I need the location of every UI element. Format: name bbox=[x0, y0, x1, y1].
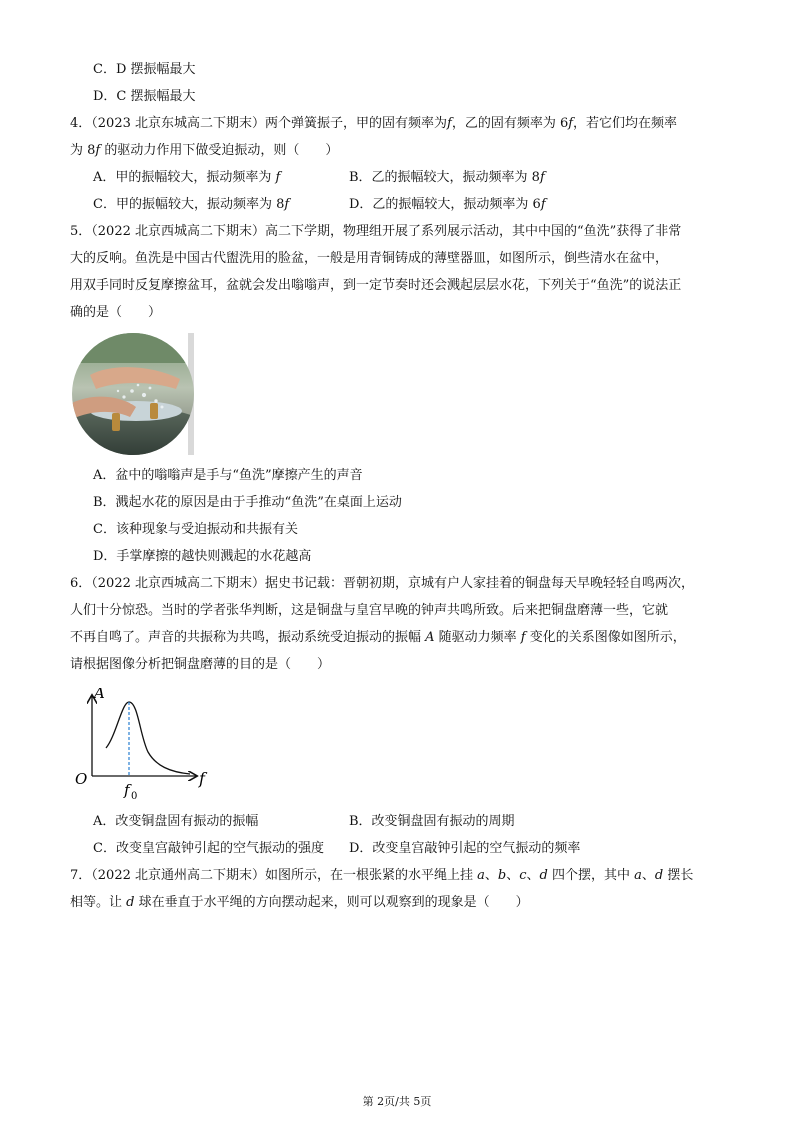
q4-option-c: C．甲的振幅较大，振动频率为 8f bbox=[93, 197, 290, 212]
peak-freq-subscript: 0 bbox=[131, 791, 138, 802]
q4-option-d: D．乙的振幅较大，振动频率为 6f bbox=[349, 197, 546, 212]
fish-basin-photo bbox=[72, 333, 194, 455]
q3-option-c: C．D 摆振幅最大 bbox=[93, 62, 196, 77]
q3-option-d: D．C 摆振幅最大 bbox=[93, 89, 196, 104]
q5-option-d: D．手掌摩擦的越快则溅起的水花越高 bbox=[93, 549, 312, 564]
q7-stem-line1: 7．（2022 北京通州高二下期末）如图所示，在一根张紧的水平绳上挂 a、b、c、d 四个摆，其中 a、d 摆长 bbox=[70, 868, 694, 883]
q4-option-b: B．乙的振幅较大，振动频率为 8f bbox=[349, 170, 545, 185]
y-axis-label: A bbox=[94, 688, 105, 702]
origin-label: O bbox=[75, 770, 88, 788]
q6-option-c: C．改变皇宫敲钟引起的空气振动的强度 bbox=[93, 841, 324, 856]
q4-stem-line2: 为 8f 的驱动力作用下做受迫振动，则（ ） bbox=[70, 143, 339, 158]
q6-stem-line4: 请根据图像分析把铜盘磨薄的目的是（ ） bbox=[70, 657, 331, 672]
q5-option-a: A．盆中的嗡嗡声是手与“鱼洗”摩擦产生的声音 bbox=[93, 468, 363, 483]
q6-stem-line1: 6．（2022 北京西城高二下期末）据史书记载：晋朝初期，京城有户人家挂着的铜盘每天早晚轻轻自鸣两次， bbox=[70, 576, 694, 591]
q7-stem-line2: 相等。让 d 球在垂直于水平绳的方向摆动起来，则可以观察到的现象是（ ） bbox=[70, 895, 529, 910]
q5-stem-line4: 确的是（ ） bbox=[70, 305, 162, 320]
q5-stem-line1: 5．（2022 北京西城高二下期末）高二下学期，物理组开展了系列展示活动，其中中国的“鱼洗”获得了非常 bbox=[70, 224, 682, 239]
resonance-curve-graph bbox=[72, 688, 212, 804]
q5-option-c: C．该种现象与受迫振动和共振有关 bbox=[93, 522, 298, 537]
q4-stem-line1: 4．（2023 北京东城高二下期末）两个弹簧振子，甲的固有频率为f，乙的固有频率为 6f，若它们均在频率 bbox=[70, 116, 678, 131]
resonance-curve bbox=[106, 702, 190, 774]
x-axis-label: f bbox=[199, 769, 205, 788]
q6-stem-line3: 不再自鸣了。声音的共振称为共鸣，振动系统受迫振动的振幅 A 随驱动力频率 f 变化的关系图像如图所示， bbox=[70, 630, 686, 645]
q6-option-d: D．改变皇宫敲钟引起的空气振动的频率 bbox=[349, 841, 581, 856]
q4-option-a: A．甲的振幅较大，振动频率为 f bbox=[93, 170, 281, 185]
q6-option-a: A．改变铜盘固有振动的振幅 bbox=[93, 814, 259, 829]
q5-stem-line2: 大的反响。鱼洗是中国古代盥洗用的脸盆，一般是用青铜铸成的薄壁器皿，如图所示，倒些清水在盆中， bbox=[70, 251, 669, 266]
peak-freq-label: f bbox=[124, 781, 130, 799]
q6-option-b: B．改变铜盘固有振动的周期 bbox=[349, 814, 515, 829]
q6-stem-line2: 人们十分惊恐。当时的学者张华判断，这是铜盘与皇宫早晚的钟声共鸣所致。后来把铜盘磨薄一些，它就 bbox=[70, 603, 669, 618]
page-footer: 第 2页/共 5页 bbox=[362, 1095, 432, 1108]
q5-stem-line3: 用双手同时反复摩擦盆耳，盆就会发出嗡嗡声，到一定节奏时还会溅起层层水花，下列关于“鱼洗”的说法正 bbox=[70, 278, 682, 293]
q5-option-b: B．溅起水花的原因是由于手推动“鱼洗”在桌面上运动 bbox=[93, 495, 402, 510]
